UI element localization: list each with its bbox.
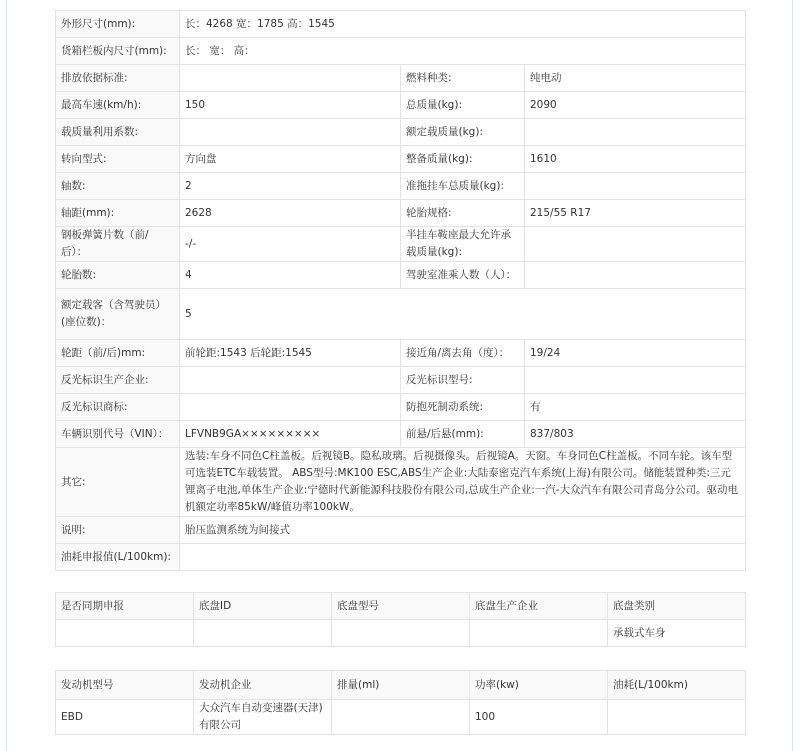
- table-cell: EBD: [56, 700, 194, 735]
- table-cell: 承载式车身: [608, 620, 746, 647]
- table-cell: [332, 700, 470, 735]
- table-row: [56, 544, 746, 571]
- param-label: 外形尺寸(mm):: [56, 11, 180, 38]
- param-value: 有: [525, 394, 746, 421]
- table-row: [56, 38, 746, 65]
- param-label: 驾驶室准乘人数（人）：: [401, 262, 525, 289]
- param-value: 215/55 R17: [525, 200, 746, 227]
- param-value: [180, 367, 401, 394]
- column-header: 排量(ml): [332, 671, 470, 700]
- param-label: 油耗申报值(L/100km):: [56, 544, 180, 571]
- param-value: -/-: [180, 227, 401, 262]
- table-row: [56, 394, 746, 421]
- table-row: [56, 173, 746, 200]
- column-header: 发动机企业: [194, 671, 332, 700]
- param-label: 额定载质量(kg):: [401, 119, 525, 146]
- left-border-line: [6, 0, 7, 751]
- param-label: 货箱栏板内尺寸(mm):: [56, 38, 180, 65]
- column-header: 底盘类别: [608, 593, 746, 620]
- column-header: 底盘型号: [332, 593, 470, 620]
- param-label: 总质量(kg):: [401, 92, 525, 119]
- param-value: LFVNB9GA×××××××××: [180, 421, 401, 448]
- param-label: 反光标识生产企业:: [56, 367, 180, 394]
- param-value: 前轮距:1543 后轮距:1545: [180, 340, 401, 367]
- table-row: [56, 367, 746, 394]
- table-row: [56, 119, 746, 146]
- chassis-table: [55, 592, 746, 647]
- param-label: 排放依据标准:: [56, 65, 180, 92]
- param-value: 纯电动: [525, 65, 746, 92]
- table-row: [56, 146, 746, 173]
- param-value: [525, 119, 746, 146]
- param-label: 说明:: [56, 517, 180, 544]
- column-header: 发动机型号: [56, 671, 194, 700]
- param-value: 2: [180, 173, 401, 200]
- param-value: [525, 173, 746, 200]
- param-value: [525, 262, 746, 289]
- column-header: 底盘生产企业: [470, 593, 608, 620]
- param-label: 轮胎数:: [56, 262, 180, 289]
- table-row: [56, 200, 746, 227]
- param-label: 半挂车鞍座最大允许承载质量(kg):: [401, 227, 525, 262]
- param-label: 轴数:: [56, 173, 180, 200]
- param-value: 19/24: [525, 340, 746, 367]
- table-row: [56, 92, 746, 119]
- column-header: 是否同期申报: [56, 593, 194, 620]
- param-label: 轮距（前/后)mm:: [56, 340, 180, 367]
- param-value: 长：4268 宽：1785 高：1545: [180, 11, 746, 38]
- param-label: 轴距(mm):: [56, 200, 180, 227]
- param-value: 长： 宽： 高：: [180, 38, 746, 65]
- table-cell: 大众汽车自动变速器(天津)有限公司: [194, 700, 332, 735]
- table-row: [56, 262, 746, 289]
- param-label: 前悬/后悬(mm):: [401, 421, 525, 448]
- param-label: 钢板弹簧片数（前/后）：: [56, 227, 180, 262]
- param-value: [180, 394, 401, 421]
- param-value: 2090: [525, 92, 746, 119]
- table-row: [56, 227, 746, 262]
- table-cell: 100: [470, 700, 608, 735]
- param-value: [525, 367, 746, 394]
- param-value: 2628: [180, 200, 401, 227]
- param-value: [180, 544, 746, 571]
- column-header: 功率(kw): [470, 671, 608, 700]
- param-value: 胎压监测系统为间接式: [180, 517, 746, 544]
- vehicle-params-table: [55, 10, 746, 571]
- param-value: [525, 227, 746, 262]
- param-value: [180, 65, 401, 92]
- param-label: 其它:: [56, 448, 180, 517]
- param-value: 1610: [525, 146, 746, 173]
- right-border-line: [792, 0, 793, 751]
- table-cell: [194, 620, 332, 647]
- table-row: [56, 700, 746, 735]
- param-value: 选装:车身不同色C柱盖板。后视镜B。隐私玻璃。后视摄像头。后视镜A。天窗。车身同色C柱盖板。不同车轮。该车型可选装ETC车载装置。 ABS型号:MK100 ESC,ABS生产企业:大陆泰密克汽车系统(上海)有限公司。储能装置种类:三元锂离子电池,单体生产企业:宁德时代新能源科技股份有限公司,总成生产企业:一汽-大众汽车有限公司青岛分公司。驱动电机额定功率85kW/峰值功率100kW。: [180, 448, 746, 517]
- param-label: 反光标识商标:: [56, 394, 180, 421]
- table-row: [56, 65, 746, 92]
- param-label: 转向型式:: [56, 146, 180, 173]
- param-label: 准拖挂车总质量(kg):: [401, 173, 525, 200]
- engine-table: [55, 670, 746, 735]
- param-value: 方向盘: [180, 146, 401, 173]
- table-row: [56, 448, 746, 517]
- table-row: [56, 517, 746, 544]
- table-header-row: [56, 593, 746, 620]
- param-label: 载质量利用系数:: [56, 119, 180, 146]
- param-value: [180, 119, 401, 146]
- param-value: 4: [180, 262, 401, 289]
- table-row: [56, 289, 746, 340]
- param-value: 837/803: [525, 421, 746, 448]
- param-label: 接近角/离去角（度）：: [401, 340, 525, 367]
- param-label: 整备质量(kg):: [401, 146, 525, 173]
- table-row: [56, 620, 746, 647]
- table-header-row: [56, 671, 746, 700]
- table-row: [56, 11, 746, 38]
- table-cell: [332, 620, 470, 647]
- table-row: [56, 340, 746, 367]
- table-row: [56, 421, 746, 448]
- param-label: 额定载客（含驾驶员）(座位数)：: [56, 289, 180, 340]
- param-value: 150: [180, 92, 401, 119]
- table-cell: [608, 700, 746, 735]
- param-label: 反光标识型号:: [401, 367, 525, 394]
- param-label: 车辆识别代号（VIN）：: [56, 421, 180, 448]
- table-cell: [56, 620, 194, 647]
- param-label: 燃料种类:: [401, 65, 525, 92]
- column-header: 油耗(L/100km): [608, 671, 746, 700]
- table-cell: [470, 620, 608, 647]
- param-value: 5: [180, 289, 746, 340]
- column-header: 底盘ID: [194, 593, 332, 620]
- param-label: 最高车速(km/h):: [56, 92, 180, 119]
- param-label: 轮胎规格:: [401, 200, 525, 227]
- param-label: 防抱死制动系统:: [401, 394, 525, 421]
